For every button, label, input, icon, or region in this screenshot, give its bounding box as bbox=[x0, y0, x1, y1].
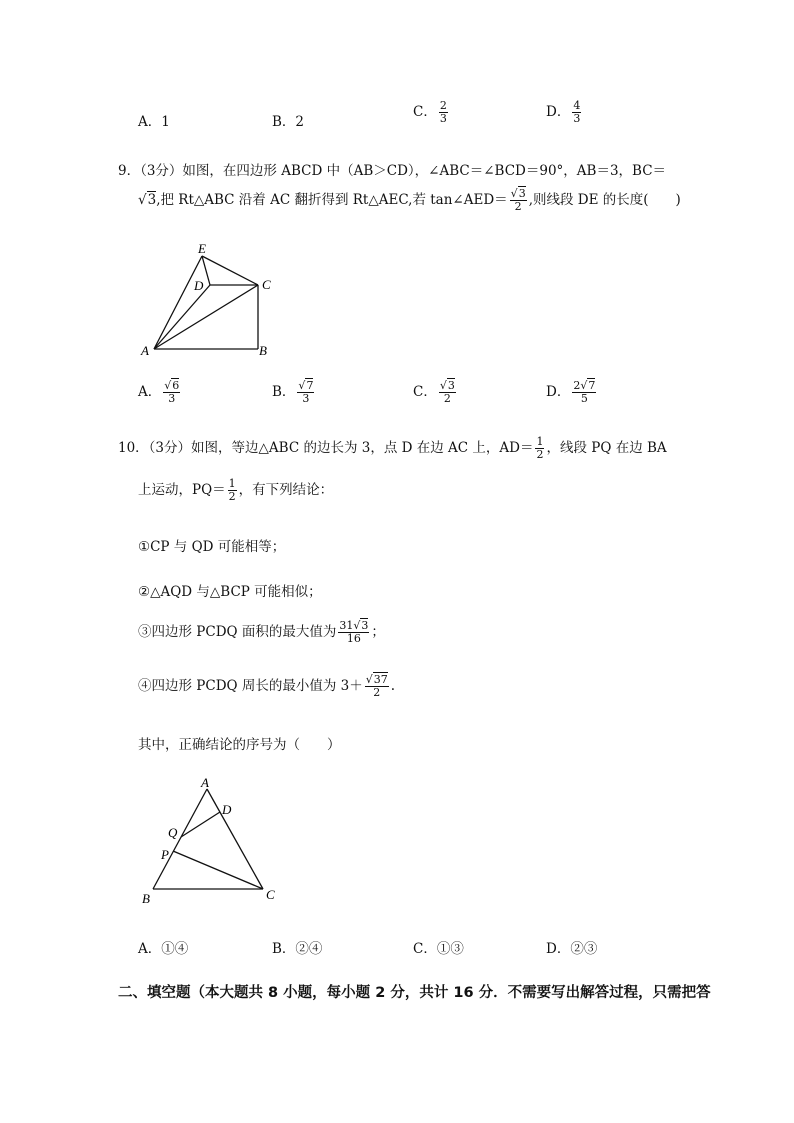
q8-option-a: A．1 bbox=[138, 114, 170, 130]
q10-figure bbox=[135, 775, 285, 910]
q9-stem-line2: √3,把 Rt△ABC 沿着 AC 翻折得到 Rt△AEC,若 tan∠AED＝ $\frac{√3}{2}$ ,则线段 DE 的长度( ) bbox=[138, 187, 681, 213]
q9-option-b: B． $\frac{√7}{3}$ bbox=[272, 379, 314, 405]
q10-option-c: C．①③ bbox=[413, 941, 464, 957]
q9-label-a: A bbox=[141, 343, 149, 358]
q10-stem-line2: 上运动，PQ＝ $\frac{1}{2}$ ，有下列结论： bbox=[138, 477, 334, 503]
q9-label-c: C bbox=[262, 277, 271, 292]
q9-label-e: E bbox=[198, 241, 206, 256]
q8-option-d: D． $\frac{4}{3}$ bbox=[546, 99, 581, 125]
q9-option-a: A． $\frac{√6}{3}$ bbox=[138, 379, 180, 405]
q10-label-a: A bbox=[201, 775, 209, 790]
q10-segment-pc bbox=[173, 851, 263, 889]
q10-edge-ca bbox=[207, 789, 263, 889]
q10-label-c: C bbox=[266, 887, 275, 902]
q10-label-q: Q bbox=[168, 825, 178, 840]
q8-option-c: C． $\frac{2}{3}$ bbox=[413, 99, 447, 125]
q8-option-b: B．2 bbox=[272, 114, 305, 130]
q10-statement-1: ①CP 与 QD 可能相等； bbox=[138, 539, 286, 555]
q10-label-p: P bbox=[161, 847, 169, 862]
q9-label-b: B bbox=[259, 343, 267, 358]
q10-stem-line1: 10．（3分）如图，等边△ABC 的边长为 3，点 D 在边 AC 上，AD＝ $\frac{1}{2}$ ，线段 PQ 在边 BA bbox=[118, 435, 667, 461]
q9-edge-ec bbox=[202, 256, 258, 285]
q9-stem-line1: 9．（3分）如图，在四边形 ABCD 中（AB＞CD），∠ABC＝∠BCD＝90°，AB＝3，BC＝ bbox=[118, 163, 667, 179]
q9-edge-ac bbox=[154, 285, 258, 349]
q10-edge-ab bbox=[153, 789, 207, 889]
q10-option-b: B．②④ bbox=[272, 941, 323, 957]
q10-statement-2: ②△AQD 与△BCP 可能相似； bbox=[138, 584, 322, 600]
q10-label-b: B bbox=[142, 891, 150, 906]
section-2-heading: 二、填空题（本大题共 8 小题，每小题 2 分，共计 16 分．不需要写出解答过程，只需把答 bbox=[118, 985, 711, 1001]
q9-label-d: D bbox=[194, 278, 204, 293]
q10-segment-qd bbox=[181, 812, 220, 837]
q10-option-d: D．②③ bbox=[546, 941, 598, 957]
q9-option-c: C． $\frac{√3}{2}$ bbox=[413, 379, 455, 405]
q10-statement-4: ④四边形 PCDQ 周长的最小值为 3＋ $\frac{√37}{2}$ . bbox=[138, 673, 396, 699]
q9-figure bbox=[138, 238, 278, 360]
q10-option-a: A．①④ bbox=[138, 941, 189, 957]
q10-question: 其中，正确结论的序号为（ ） bbox=[138, 737, 341, 753]
q9-option-d: D． $\frac{2√7}{5}$ bbox=[546, 379, 596, 405]
q10-statement-3: ③四边形 PCDQ 面积的最大值为 $\frac{31√3}{16}$ ； bbox=[138, 619, 385, 645]
q10-label-d: D bbox=[222, 802, 232, 817]
